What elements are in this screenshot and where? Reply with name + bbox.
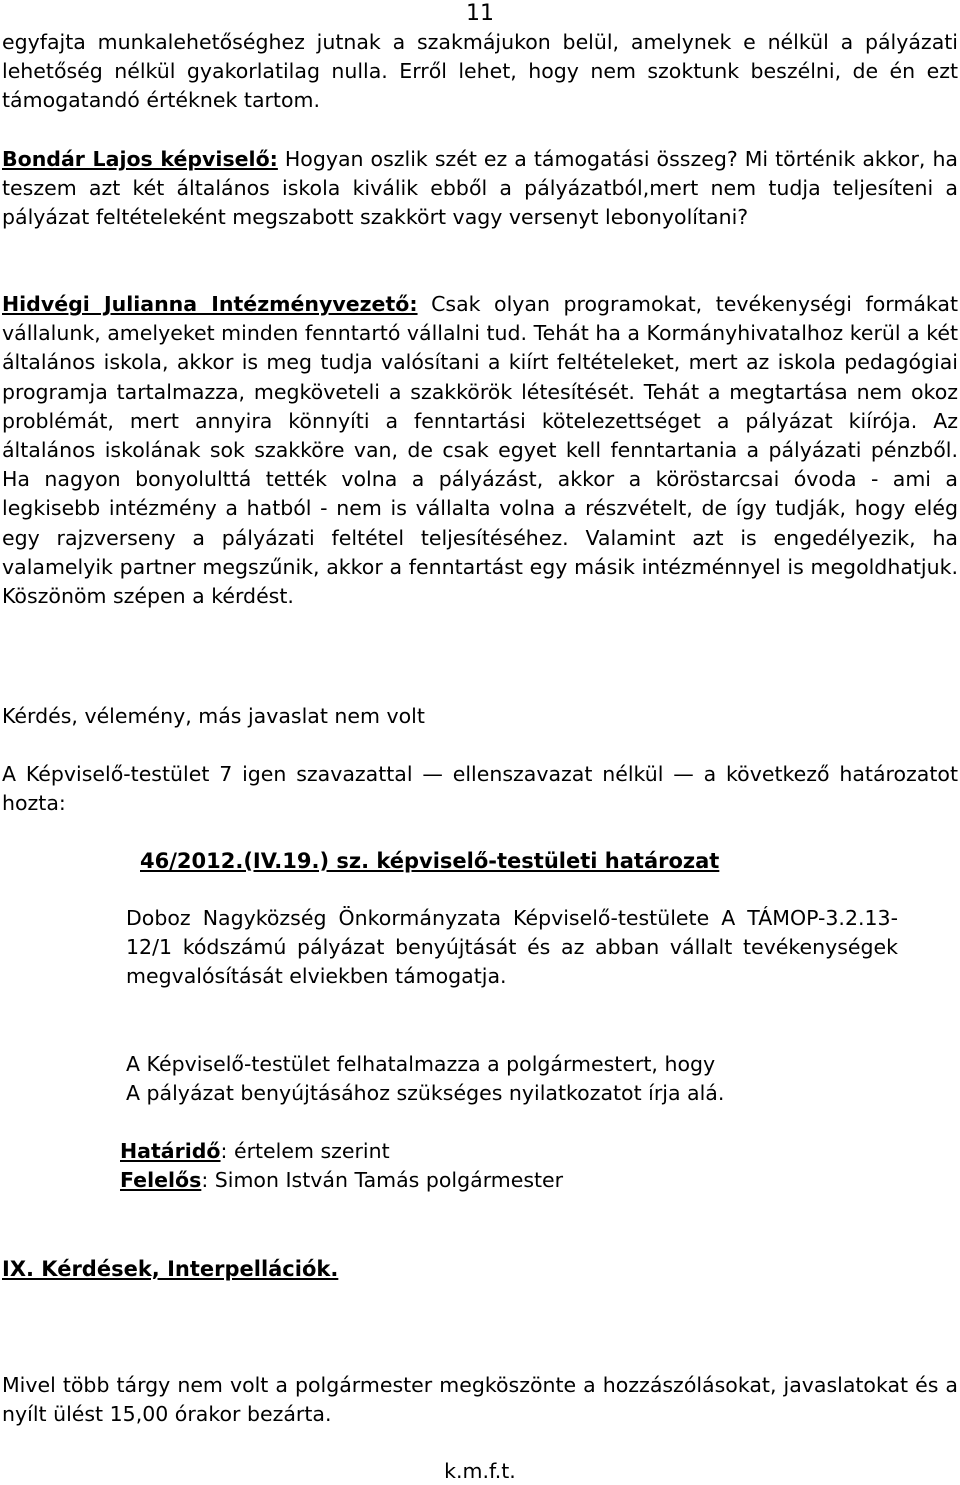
speaker-hidvegi: Hidvégi Julianna Intézményvezető: bbox=[2, 292, 418, 316]
section-heading: IX. Kérdések, Interpellációk. bbox=[2, 1257, 339, 1281]
question-paragraph bbox=[2, 145, 958, 233]
responsible-label: Felelős bbox=[120, 1168, 202, 1192]
deadline-value: : értelem szerint bbox=[220, 1139, 390, 1163]
resolution-authorization-line: A Képviselő-testület felhatalmazza a polgármestert, hogy bbox=[126, 1052, 716, 1076]
question-text: Hogyan oszlik szét ez a támogatási összeg? Mi történik akkor, ha teszem azt két általános iskola kiválik ebből a pályázatból,mert nem tudja teljesíteni a pályázat feltételeként megszabott szakkört vagy versenyt lebonyolítani? bbox=[2, 147, 958, 230]
speaker-bondar: Bondár Lajos képviselő: bbox=[2, 147, 278, 171]
intro-paragraph: egyfajta munkalehetőséghez jutnak a szakmájukon belül, amelynek e nélkül a pályázati lehetőség nélkül gyakorlatilag nulla. Erről lehet, hogy nem szoktunk beszélni, de én ezt támogatandó értéknek tartom. bbox=[2, 30, 958, 113]
resolution-title: 46/2012.(IV.19.) sz. képviselő-testületi határozat bbox=[140, 849, 720, 873]
closing-paragraph: Mivel több tárgy nem volt a polgármester megköszönte a hozzászólásokat, javaslatokat és a nyílt ülést 15,00 órakor bezárta. bbox=[2, 1373, 958, 1427]
resolution-text: Doboz Nagyközség Önkormányzata Képviselő-testülete A TÁMOP-3.2.13-12/1 kódszámú pályázat benyújtását és az abban vállalt tevékenységek megvalósítását elviekben támogatja. bbox=[126, 906, 898, 989]
responsible-value: : Simon István Tamás polgármester bbox=[201, 1168, 564, 1192]
vote-paragraph: A Képviselő-testület 7 igen szavazattal — ellenszavazat nélkül — a következő határozatot hozta: bbox=[2, 762, 958, 816]
page-number: 11 bbox=[466, 1, 494, 26]
resolution-signature-line: A pályázat benyújtásához szükséges nyilatkozatot írja alá. bbox=[126, 1081, 725, 1105]
deadline-line bbox=[120, 1137, 390, 1166]
answer-text: Csak olyan programokat, tevékenységi formákat vállalunk, amelyeket minden fenntartó vállalni tud. Tehát ha a Kormányhivatalhoz kerül a két általános iskola, akkor is meg tudja valósítani a kiírt feltételeket, mert az iskola pedagógiai programja tartalmazza, megköveteli a szakkörök létesítését. Tehát a megtartása nem okoz problémát, mert annyira könnyíti a fenntartási kötelezettséget a pályázat kiírója. Az általános iskolának sok szakköre van, de csak egyet kell fenntartania a pályázati pénzből. Ha nagyon bonyolulttá tették volna a pályázást, akkor a köröstarcsai óvoda - ami a legkisebb intézmény a hatból - nem is vállalta volna a részvételt, de így tudják, hogy elég egy rajzverseny a pályázati feltétel teljesítéséhez. Valamint azt is engedélyezik, ha valamelyik partner megszűnik, akkor a fenntartást egy másik intézménnyel is megoldhatjuk. Köszönöm szépen a kérdést. bbox=[2, 292, 959, 609]
no-questions-line: Kérdés, vélemény, más javaslat nem volt bbox=[2, 704, 425, 728]
answer-paragraph bbox=[2, 290, 958, 611]
footer-kmft: k.m.f.t. bbox=[444, 1459, 516, 1483]
responsible-line bbox=[120, 1166, 563, 1195]
deadline-label: Határidő bbox=[120, 1139, 221, 1163]
